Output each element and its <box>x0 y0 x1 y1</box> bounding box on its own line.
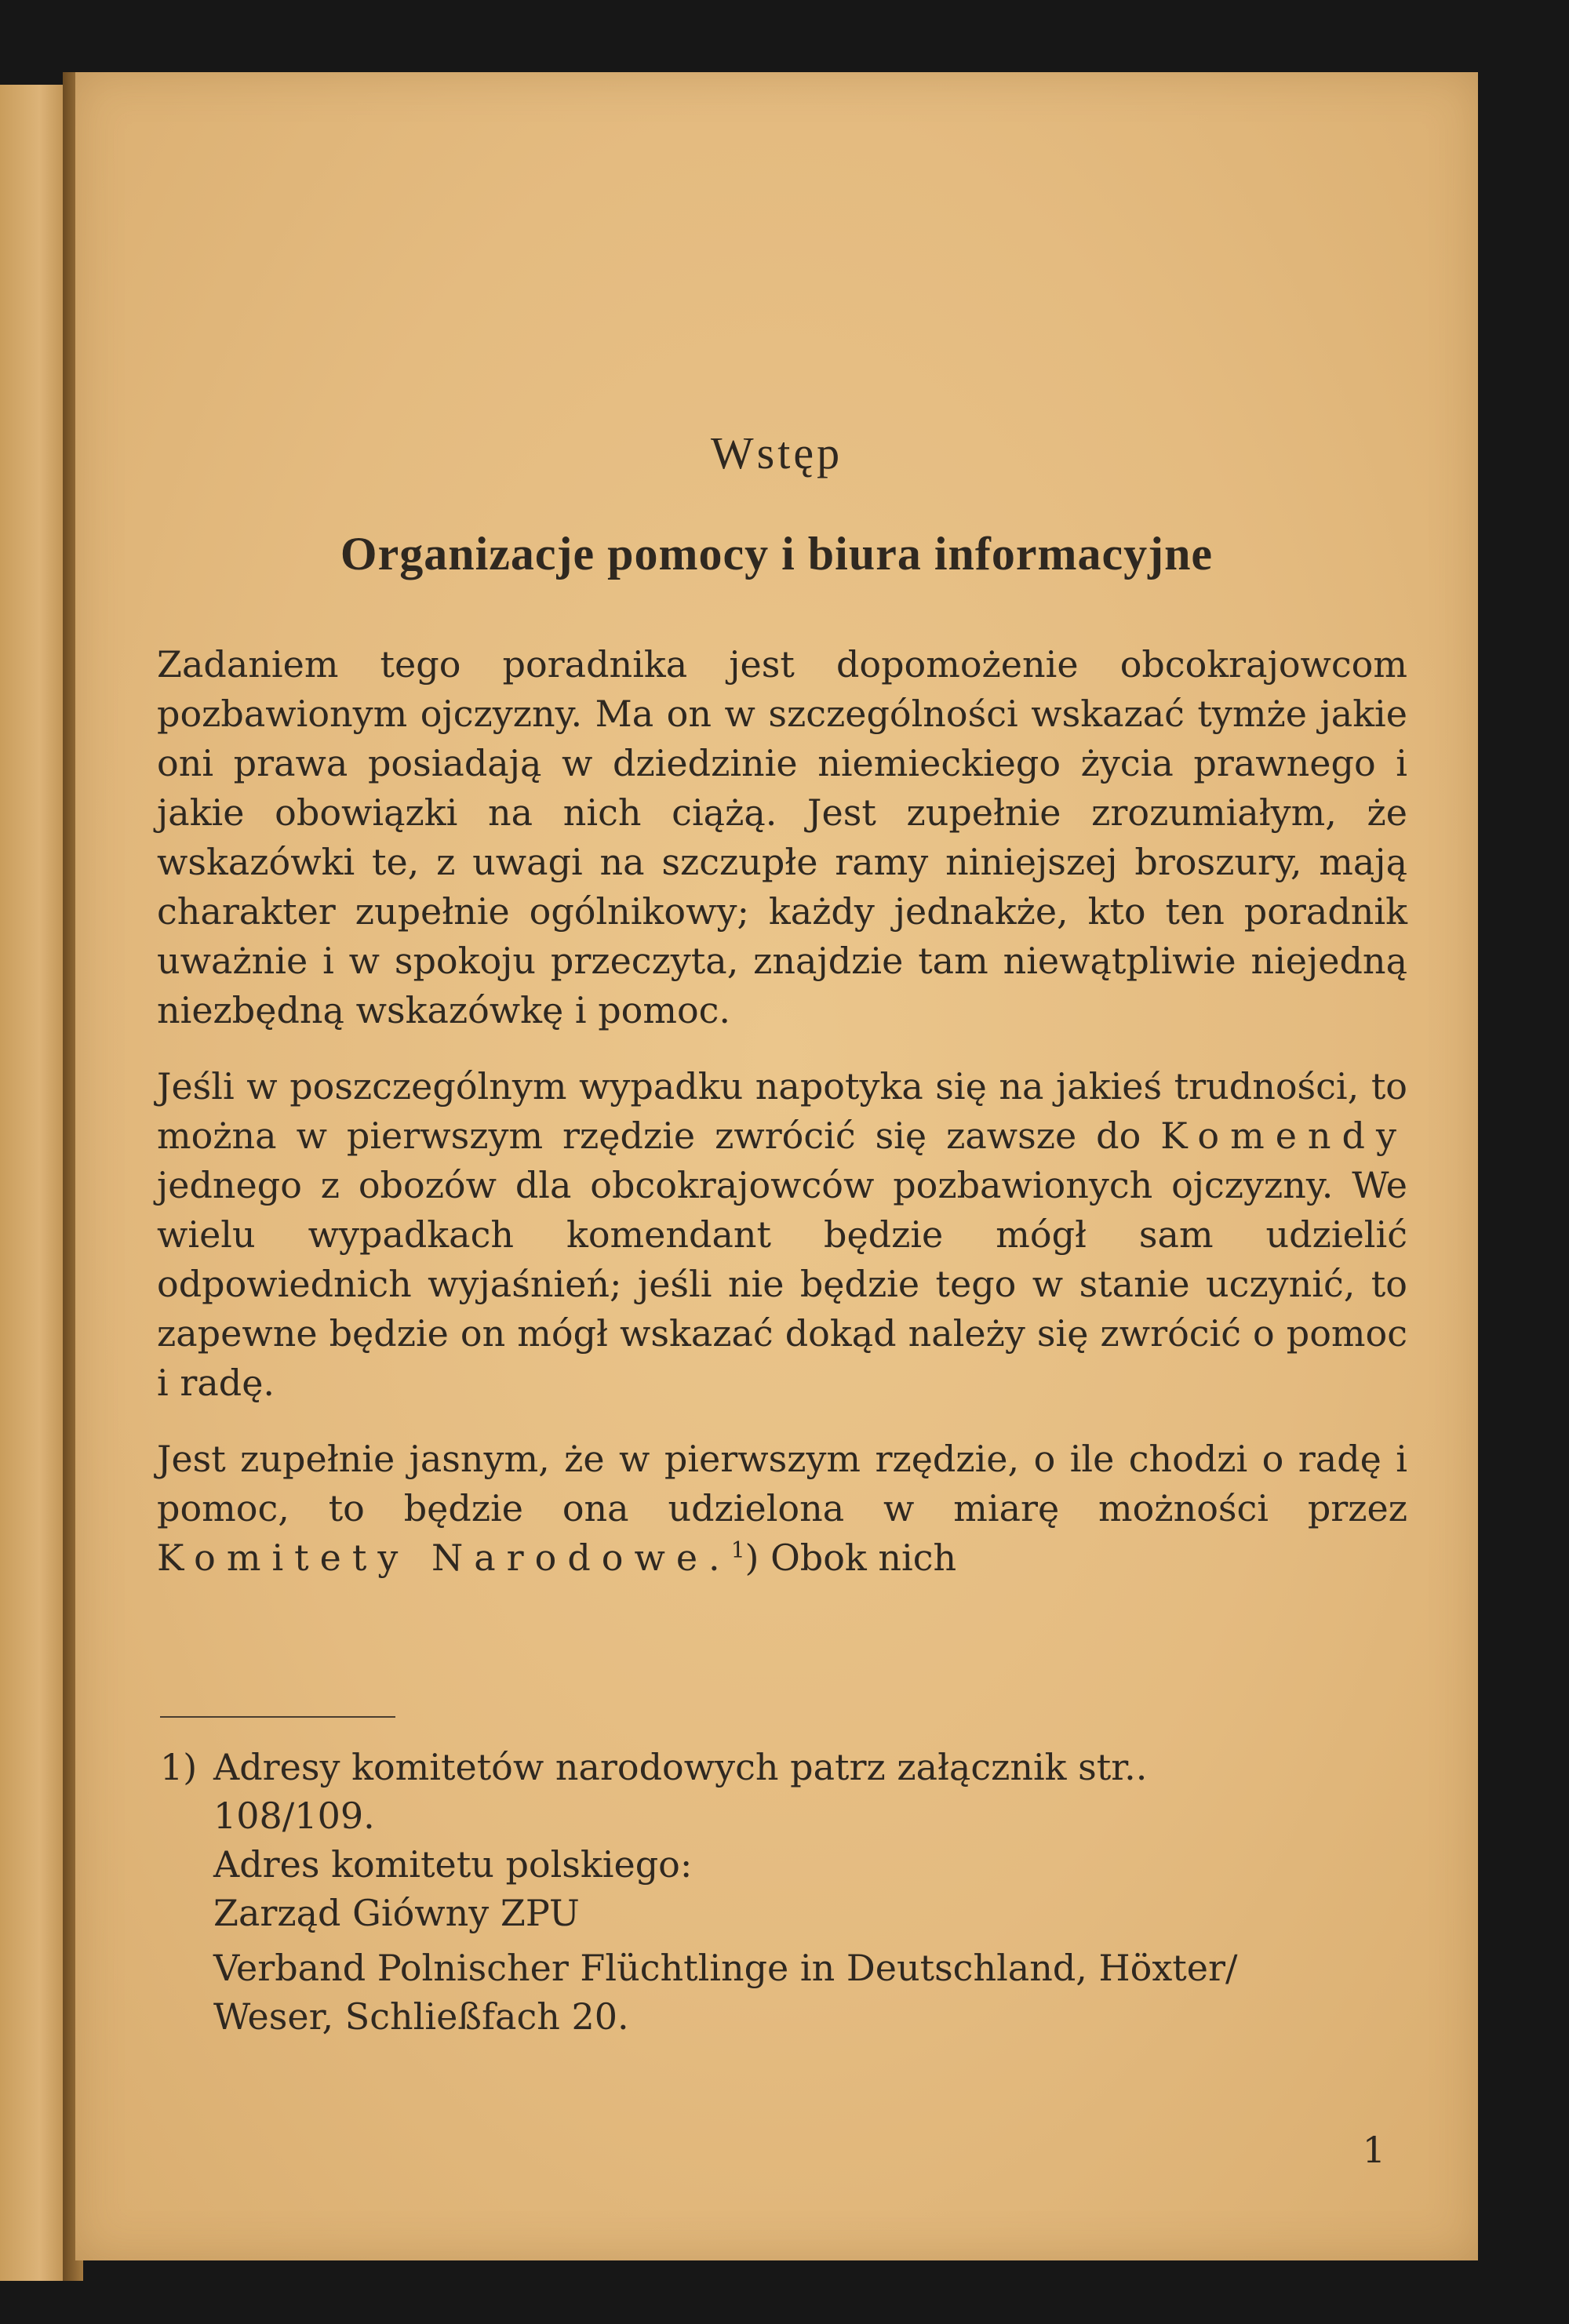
page-number: 1 <box>1362 2129 1385 2171</box>
footnote-line-3: Adres komitetu polskiego: <box>213 1843 693 1886</box>
footnote-divider <box>160 1716 395 1718</box>
footnote-line-4: Zarząd Gіówny ZPU <box>213 1892 580 1934</box>
footnote <box>160 1743 1407 2041</box>
paragraph-2-end: jednego z obozów dla obcokrajowców pozbawionych ojczyzny. We wielu wypadkach komendant będzie mógł sam udzielić odpowiednich wyjaśnień; jeśli nie będzie tego w stanie uczynić, to zapewne będzie on mógł wskazać dokąd należy się zwrócić o pomoc i radę. <box>157 1164 1407 1404</box>
spaced-emphasis-komitety: Komitety Narodowe. <box>157 1537 731 1579</box>
paragraph-3 <box>157 1435 1407 1583</box>
footnote-spacer <box>213 1937 1407 1944</box>
book-page <box>75 72 1478 2260</box>
spaced-emphasis-komendy: Komendy <box>1160 1115 1407 1157</box>
section-subtitle: Organizacje pomocy i biura informacyjne <box>340 528 1214 580</box>
footnote-lines <box>213 1743 1407 2041</box>
previous-page-edge <box>0 85 72 2281</box>
footnote-line-5: Verband Polnischer Flüchtlinge in Deutschland, Höxter/ <box>213 1947 1238 1989</box>
footnote-mark: 1) <box>160 1746 198 1788</box>
body-text <box>157 640 1407 1609</box>
paragraph-3-start: Jest zupełnie jasnym, że w pierwszym rzędzie, o ile chodzi o radę i pomoc, to będzie ona udzielona w miarę możności przez <box>157 1438 1407 1529</box>
footnote-line-6: Weser, Schließfach 20. <box>213 1995 629 2038</box>
paragraph-1: Zadaniem tego poradnika jest dopomożenie obcokrajowcom pozbawionym ojczyzny. Ma on w szczególności wskazać tymże jakie oni prawa posiadają w dziedzinie niemieckiego życia prawnego i jakie obowiązki na nich ciążą. Jest zupełnie zrozumiałym, że wskazówki te, z uwagi na szczupłe ramy niniejszej broszury, mają charakter zupełnie ogólnikowy; każdy jednakże, kto ten poradnik uważnie i w spokoju przeczyta, znajdzie tam niewątpliwie niejedną niezbędną wskazówkę i pomoc. <box>157 643 1407 1031</box>
footnote-line-2: 108/109. <box>213 1795 375 1837</box>
footnote-reference: 1 <box>730 1537 745 1563</box>
paragraph-2-start: Jeśli w poszczególnym wypadku napotyka się na jakieś trudności, to można w pierwszym rzędzie zwrócić się zawsze do <box>157 1065 1407 1157</box>
footnote-line-1: Adresy komitetów narodowych patrz załącznik str.. <box>213 1746 1148 1788</box>
paragraph-3-end: ) Obok nich <box>744 1537 957 1579</box>
paragraph-2 <box>157 1062 1407 1408</box>
page-title: Wstęp <box>710 427 843 478</box>
